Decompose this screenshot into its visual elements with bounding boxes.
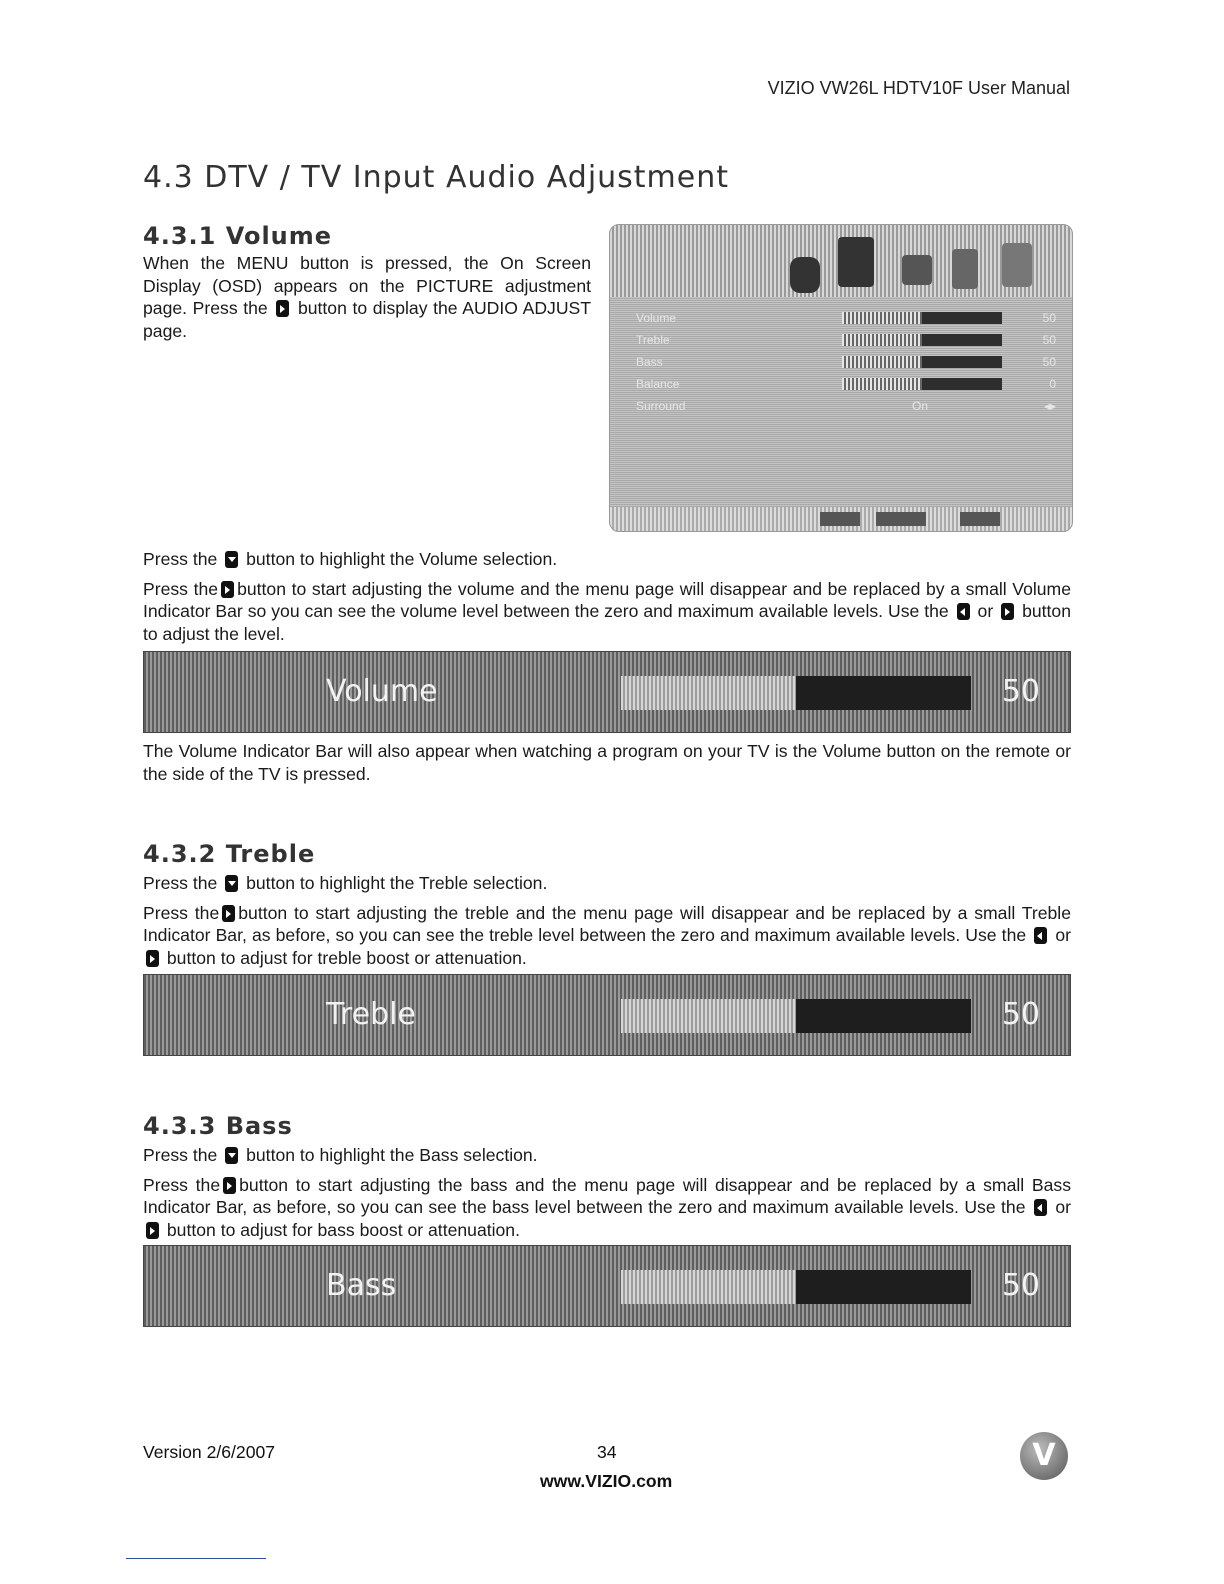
instruction-text: Press the (143, 1174, 221, 1195)
down-arrow-icon (225, 551, 238, 568)
left-arrow-icon (957, 603, 970, 620)
osd-key-icon (820, 512, 860, 526)
indicator-track (621, 676, 971, 710)
picture-tab-icon (902, 255, 932, 285)
volume-intro (143, 252, 591, 342)
osd-key-icon (876, 512, 926, 526)
osd-menu-list (610, 297, 1072, 507)
footer-url[interactable]: www.VIZIO.com (540, 1471, 673, 1491)
left-right-arrow-icon: ◂▸ (1043, 399, 1056, 413)
bass-indicator-bar (143, 1245, 1071, 1327)
indicator-label: Treble (326, 997, 416, 1032)
instruction-text: Press the (143, 873, 218, 893)
osd-row-surround[interactable] (636, 397, 1056, 415)
right-arrow-icon (1001, 603, 1014, 620)
osd-row-label: Bass (636, 355, 663, 369)
osd-row-value: On (912, 399, 929, 413)
indicator-label: Bass (326, 1268, 397, 1303)
page-number: 34 (597, 1442, 617, 1462)
osd-footer (610, 507, 1072, 531)
right-arrow-icon (146, 950, 159, 967)
osd-row-fill (842, 356, 922, 368)
treble-instructions (143, 872, 1071, 969)
note-text: The Volume Indicator Bar will also appear when watching a program on your TV is the Volume button on the remote or the side of the TV is pressed. (143, 741, 1071, 784)
osd-row-bar (842, 312, 1002, 324)
footnote-divider (126, 1558, 266, 1559)
osd-row-bar (842, 378, 1002, 390)
volume-intro-text: When the MENU button is pressed, the On Screen Display (OSD) appears on the PICTURE adjustment page. Press the (143, 253, 591, 318)
volume-indicator-bar (143, 651, 1071, 733)
osd-row-bar (842, 356, 1002, 368)
instruction-text: button to start adjusting the treble and the menu page will disappear and be replaced by a small Treble Indicator Bar, as before, so you can see the treble level between the zero and maximum available levels. Use the (143, 902, 1071, 945)
speaker-icon (790, 257, 820, 293)
indicator-value: 50 (1001, 674, 1040, 709)
osd-row-balance[interactable] (636, 375, 1056, 393)
down-arrow-icon (225, 875, 238, 892)
left-arrow-icon (1034, 1199, 1047, 1216)
osd-row-value: 50 (1042, 333, 1056, 347)
indicator-label: Volume (326, 674, 438, 709)
indicator-fill (621, 999, 796, 1033)
osd-row-label: Surround (636, 399, 686, 413)
volume-intro-end: button to display the AUDIO ADJUST page. (143, 298, 592, 341)
bass-title: 4.3.3 Bass (143, 1112, 293, 1140)
left-arrow-icon (1034, 927, 1047, 944)
osd-key-icon (960, 512, 1000, 526)
right-arrow-icon (276, 300, 289, 317)
down-arrow-icon (225, 1147, 238, 1164)
osd-row-bass[interactable] (636, 353, 1056, 371)
instruction-text: button to highlight the Volume selection. (246, 549, 558, 569)
osd-audio-menu (609, 224, 1073, 532)
treble-title: 4.3.2 Treble (143, 840, 316, 868)
vizio-logo-icon: V (1020, 1432, 1068, 1480)
instruction-text: button to highlight the Treble selection. (246, 873, 548, 893)
osd-row-value: 0 (1049, 377, 1056, 391)
osd-row-label: Treble (636, 333, 670, 347)
indicator-track (621, 999, 971, 1033)
instruction-text: button to adjust for treble boost or attenuation. (166, 947, 527, 968)
instruction-text: or (1055, 1197, 1071, 1217)
instruction-text: button to adjust for bass boost or attenuation. (166, 1219, 520, 1240)
osd-header (610, 225, 1072, 297)
instruction-text: Press the (143, 549, 218, 569)
osd-row-label: Balance (636, 377, 680, 391)
osd-row-volume[interactable] (636, 309, 1056, 327)
settings-tab-icon (952, 249, 978, 289)
footer-version: Version 2/6/2007 (143, 1442, 276, 1462)
treble-indicator-bar (143, 974, 1071, 1056)
osd-row-fill (842, 334, 922, 346)
section-title: 4.3 DTV / TV Input Audio Adjustment (143, 160, 730, 195)
osd-row-fill (842, 312, 922, 324)
instruction-text: Press the (143, 578, 219, 599)
indicator-value: 50 (1001, 1268, 1040, 1303)
instruction-text: or (977, 601, 994, 621)
bass-instructions (143, 1144, 1071, 1241)
instruction-text: button to highlight the Bass selection. (246, 1145, 538, 1165)
header-title: VIZIO VW26L HDTV10F User Manual (767, 78, 1070, 98)
osd-row-fill (842, 378, 922, 390)
volume-note (143, 740, 1071, 785)
indicator-track (621, 1270, 971, 1304)
instruction-text: button to adjust the level. (143, 601, 1071, 644)
right-arrow-icon (223, 1177, 236, 1194)
instruction-text: Press the (143, 1145, 218, 1165)
right-arrow-icon (222, 905, 235, 922)
tools-tab-icon (1002, 243, 1032, 287)
indicator-fill (621, 676, 796, 710)
instruction-text: button to start adjusting the bass and the menu page will disappear and be replaced by a small Bass Indicator Bar, as before, so you can see the bass level between the zero and maximum available levels. Use the (143, 1174, 1071, 1217)
osd-row-treble[interactable] (636, 331, 1056, 349)
volume-instructions (143, 548, 1071, 645)
osd-row-value: 50 (1042, 355, 1056, 369)
volume-title: 4.3.1 Volume (143, 222, 333, 250)
instruction-text: Press the (143, 902, 220, 923)
instruction-text: button to start adjusting the volume and the menu page will disappear and be replaced by a small Volume Indicator Bar so you can see the volume level between the zero and maximum available levels. Use the (143, 578, 1071, 621)
right-arrow-icon (146, 1222, 159, 1239)
audio-tab-icon (838, 237, 874, 287)
osd-row-label: Volume (636, 311, 677, 325)
osd-row-value: 50 (1042, 311, 1056, 325)
indicator-fill (621, 1270, 796, 1304)
right-arrow-icon (221, 581, 234, 598)
indicator-value: 50 (1001, 997, 1040, 1032)
osd-row-bar (842, 334, 1002, 346)
instruction-text: or (1055, 925, 1072, 945)
